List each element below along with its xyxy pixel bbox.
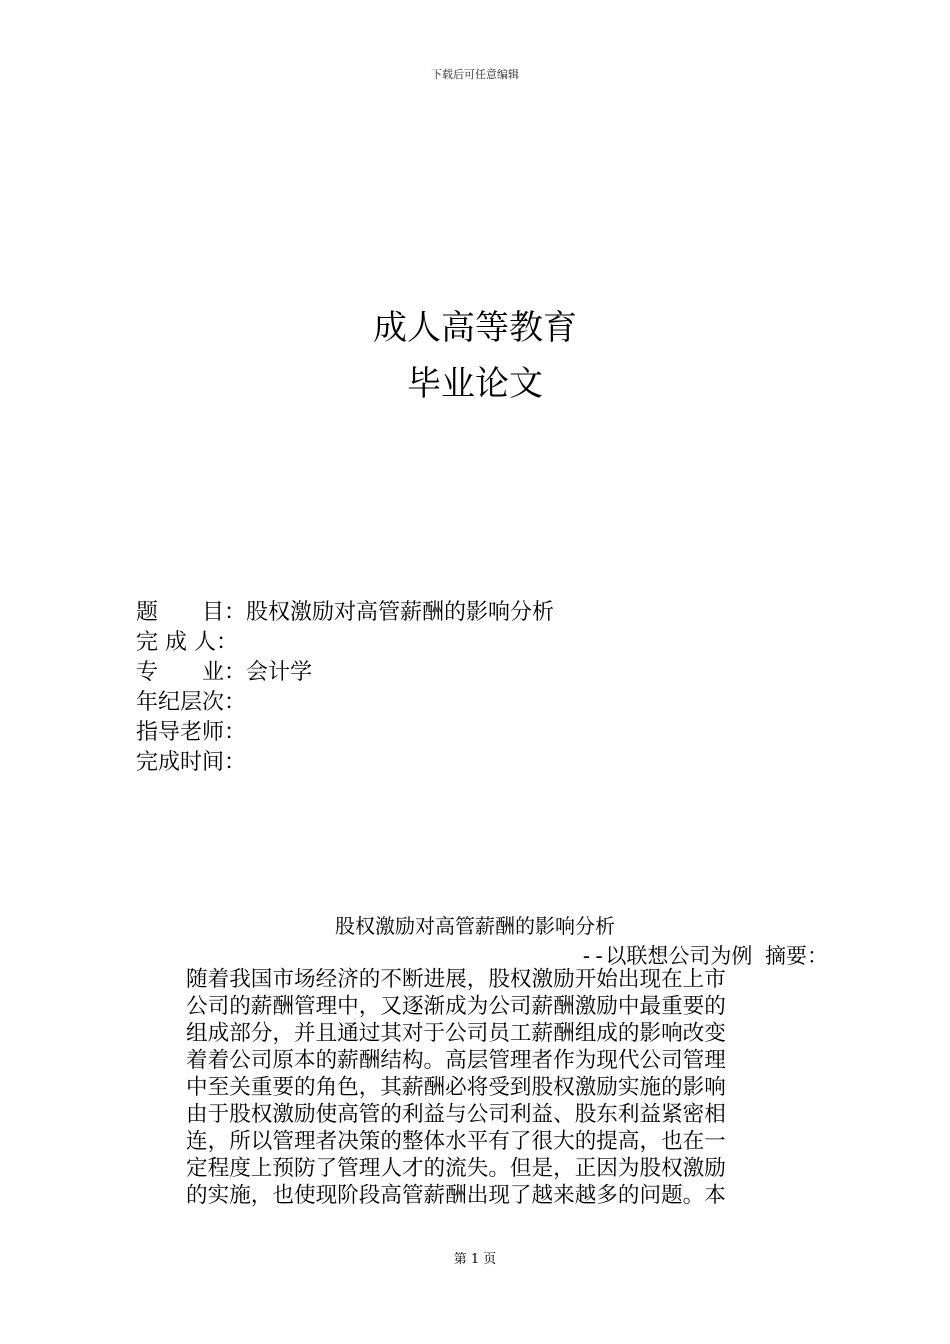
- abstract-text: [186, 966, 836, 1209]
- page-header-note: 下载后可任意编辑: [431, 68, 519, 81]
- cover-info-block: [136, 598, 554, 778]
- abstract-line: 由于股权激励使高管的利益与公司利益、股东利益紧密相: [186, 1102, 726, 1127]
- abstract-line: 随着我国市场经济的不断进展，股权激励开始出现在上市: [186, 967, 726, 992]
- paper-title: 股权激励对高管薪酬的影响分析: [335, 914, 615, 938]
- abstract-line: 组成部分，并且通过其对于公司员工薪酬组成的影响改变: [186, 1021, 726, 1046]
- abstract-line: 中至关重要的角色，其薪酬必将受到股权激励实施的影响: [186, 1075, 726, 1100]
- cover-title-line1: 成人高等教育: [373, 308, 577, 348]
- abstract-line: 着着公司原本的薪酬结构。高层管理者作为现代公司管理: [186, 1048, 726, 1073]
- info-major: 专 业：会计学: [136, 660, 313, 685]
- info-author: 完 成 人：: [136, 630, 238, 655]
- info-advisor: 指导老师：: [136, 720, 247, 745]
- abstract-line: 定程度上预防了管理人才的流失。但是，正因为股权激励: [186, 1156, 726, 1181]
- abstract-line: 公司的薪酬管理中，又逐渐成为公司薪酬激励中最重要的: [186, 994, 726, 1019]
- abstract-line: 连，所以管理者决策的整体水平有了很大的提高，也在一: [186, 1129, 726, 1154]
- info-topic: 题 目：股权激励对高管薪酬的影响分析: [136, 600, 555, 625]
- info-level: 年纪层次：: [136, 690, 247, 715]
- page-number: 第 1 页: [453, 1252, 497, 1267]
- cover-title-line2: 毕业论文: [407, 364, 543, 404]
- abstract-line: 的实施，也使现阶段高管薪酬出现了越来越多的问题。本: [186, 1183, 726, 1208]
- paper-subtitle: --以联想公司为例 摘要：: [580, 944, 828, 968]
- info-date: 完成时间：: [136, 750, 247, 775]
